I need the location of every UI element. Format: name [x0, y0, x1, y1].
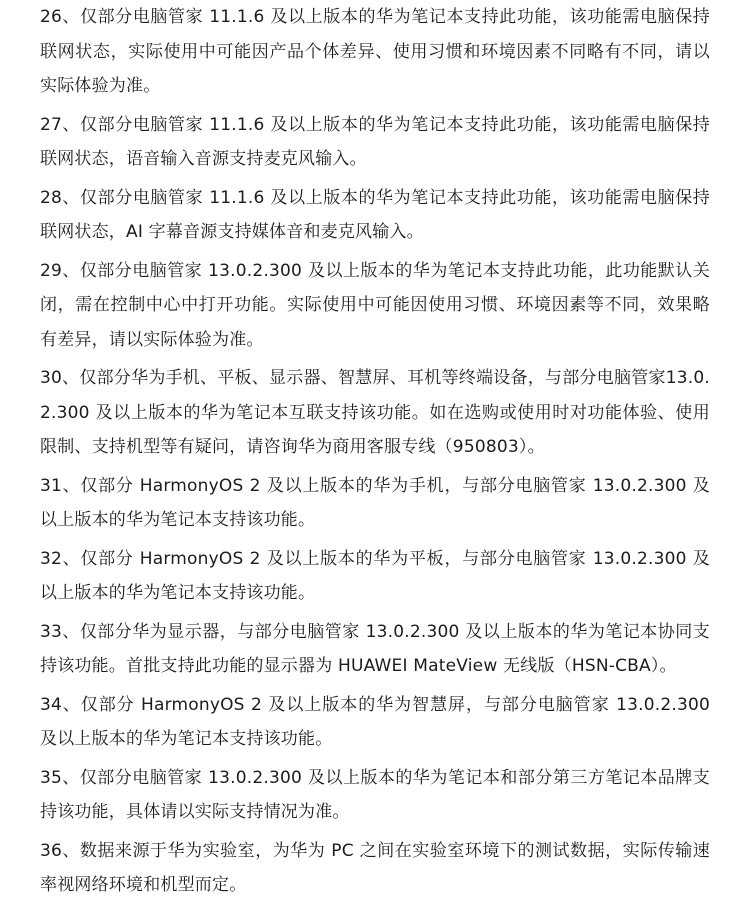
footnote-list: [40, 0, 710, 907]
footnote-29: 29、仅部分电脑管家 13.0.2.300 及以上版本的华为笔记本支持此功能，此功能默认关闭，需在控制中心中打开功能。实际使用中可能因使用习惯、环境因素等不同，效果略有差异，请以实际体验为准。: [40, 260, 710, 350]
footnote-30: 30、仅部分华为手机、平板、显示器、智慧屏、耳机等终端设备，与部分电脑管家13.0.2.300 及以上版本的华为笔记本互联支持该功能。如在选购或使用时对功能体验、使用限制、支持机型等有疑问，请咨询华为商用客服专线（950803）。: [40, 368, 710, 457]
footnote-32: 32、仅部分 HarmonyOS 2 及以上版本的华为平板，与部分电脑管家 13.0.2.300 及以上版本的华为笔记本支持该功能。: [40, 548, 710, 603]
footnote-35: 35、仅部分电脑管家 13.0.2.300 及以上版本的华为笔记本和部分第三方笔记本品牌支持该功能，具体请以实际支持情况为准。: [40, 767, 710, 822]
footnote-26: 26、仅部分电脑管家 11.1.6 及以上版本的华为笔记本支持此功能，该功能需电脑保持联网状态，实际使用中可能因产品个体差异、使用习惯和环境因素不同略有不同，请以实际体验为准。: [40, 7, 710, 96]
footnote-27: 27、仅部分电脑管家 11.1.6 及以上版本的华为笔记本支持此功能，该功能需电脑保持联网状态，语音输入音源支持麦克风输入。: [40, 114, 710, 169]
footnote-28: 28、仅部分电脑管家 11.1.6 及以上版本的华为笔记本支持此功能，该功能需电脑保持联网状态，AI 字幕音源支持媒体音和麦克风输入。: [40, 187, 710, 242]
footnote-33: 33、仅部分华为显示器，与部分电脑管家 13.0.2.300 及以上版本的华为笔记本协同支持该功能。首批支持此功能的显示器为 HUAWEI MateView 无线版（HSN-CBA）。: [40, 621, 710, 676]
footnote-31: 31、仅部分 HarmonyOS 2 及以上版本的华为手机，与部分电脑管家 13.0.2.300 及以上版本的华为笔记本支持该功能。: [40, 475, 710, 530]
footnote-36: 36、数据来源于华为实验室，为华为 PC 之间在实验室环境下的测试数据，实际传输速率视网络环境和机型而定。: [40, 840, 710, 895]
footnote-34: 34、仅部分 HarmonyOS 2 及以上版本的华为智慧屏，与部分电脑管家 13.0.2.300 及以上版本的华为笔记本支持该功能。: [40, 694, 710, 749]
